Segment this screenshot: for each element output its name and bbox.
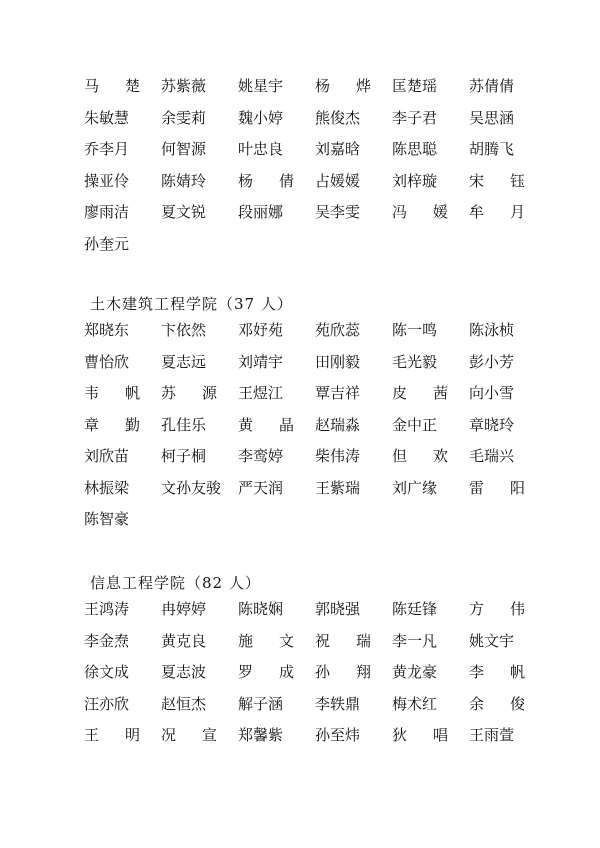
name-entry: 熊俊杰 [315,108,361,127]
name-grid [84,320,544,541]
name-entry: 方 伟 [469,600,525,618]
name-entry: 夏志远 [161,352,207,371]
name-entry: 陈泳桢 [469,321,515,339]
name-entry: 孙奎元 [84,234,130,253]
name-entry: 牟 月 [469,203,525,221]
name-entry: 皮 茜 [392,384,448,402]
information-engineering-section [84,571,544,757]
name-entry: 何智源 [161,140,207,158]
name-entry: 文孙友骏 [161,478,222,497]
name-grid [84,599,544,757]
name-entry: 占媛媛 [315,171,361,190]
name-entry: 余 俊 [469,694,525,713]
name-entry: 赵恒杰 [161,694,207,713]
name-entry: 苏倩倩 [469,77,515,95]
name-entry: 曹怡欣 [84,352,130,371]
name-entry: 吴思涵 [469,108,515,127]
name-entry: 王雨萱 [469,726,515,744]
name-entry: 祝 瑞 [315,631,371,650]
name-entry: 夏文锐 [161,203,207,221]
name-entry: 毛瑞兴 [469,447,515,465]
name-entry: 李 帆 [469,663,525,681]
name-entry: 陈廷锋 [392,600,438,618]
name-entry: 陈婧玲 [161,171,207,190]
name-entry: 刘广缘 [392,478,438,497]
name-entry: 但 欢 [392,447,448,465]
name-entry: 章晓玲 [469,415,515,434]
name-entry: 刘梓璇 [392,171,438,190]
name-entry: 段丽娜 [238,203,284,221]
name-entry: 李子君 [392,108,438,127]
name-entry: 乔李月 [84,140,130,158]
name-entry: 冯 媛 [392,203,448,221]
name-entry: 姚星宇 [238,77,284,95]
name-entry: 徐文成 [84,663,130,681]
name-entry: 赵瑞淼 [315,415,361,434]
name-entry: 操亚伶 [84,171,130,190]
name-entry: 李一凡 [392,631,438,650]
section-title: 信息工程学院（82 人） [90,574,261,592]
name-entry: 孙 翔 [315,663,371,681]
name-entry: 李金焘 [84,631,130,650]
name-entry: 施 文 [238,631,294,650]
name-entry: 李轶鼎 [315,694,361,713]
name-entry: 王 明 [84,726,140,744]
name-entry: 杨 倩 [238,171,294,190]
name-entry: 郭晓强 [315,600,361,618]
name-entry: 魏小婷 [238,108,284,127]
name-entry: 孔佳乐 [161,415,207,434]
section-title: 土木建筑工程学院（37 人） [90,295,293,313]
name-entry: 朱敏慧 [84,108,130,127]
name-entry: 刘靖宇 [238,352,284,371]
name-entry: 况 宣 [161,726,217,744]
name-entry: 王鸿涛 [84,600,130,618]
name-list-section-continued [84,76,544,265]
name-entry: 廖雨洁 [84,203,130,221]
name-entry: 夏志波 [161,663,207,681]
name-entry: 李鸾婷 [238,447,284,465]
name-entry: 孙至炜 [315,726,361,744]
name-entry: 黄克良 [161,631,207,650]
name-entry: 杨 烨 [315,77,371,95]
name-entry: 冉婷婷 [161,600,207,618]
name-entry: 刘嘉晗 [315,140,361,158]
name-entry: 狄 唱 [392,726,448,744]
name-entry: 田刚毅 [315,352,361,371]
name-entry: 韦 帆 [84,384,140,402]
name-entry: 匡楚瑶 [392,77,438,95]
name-entry: 汪亦欣 [84,694,130,713]
name-entry: 黄 晶 [238,415,294,434]
name-entry: 王煜江 [238,384,284,402]
name-entry: 郑晓东 [84,321,130,339]
name-entry: 严天润 [238,478,284,497]
name-entry: 雷 阳 [469,478,525,497]
name-entry: 柴伟涛 [315,447,361,465]
name-entry: 黄龙豪 [392,663,438,681]
civil-engineering-section [84,292,544,541]
name-entry: 郑馨紫 [238,726,284,744]
name-entry: 叶忠良 [238,140,284,158]
name-entry: 陈智豪 [84,510,130,528]
name-entry: 苏 源 [161,384,217,402]
name-entry: 梅术红 [392,694,438,713]
name-entry: 苏紫薇 [161,77,207,95]
name-entry: 吴李雯 [315,203,361,221]
name-entry: 章 勤 [84,415,140,434]
name-entry: 罗 成 [238,663,294,681]
name-entry: 姚文宇 [469,631,515,650]
name-entry: 胡腾飞 [469,140,515,158]
name-entry: 覃吉祥 [315,384,361,402]
name-entry: 向小雪 [469,384,515,402]
name-entry: 柯子桐 [161,447,207,465]
name-entry: 陈晓娴 [238,600,284,618]
name-entry: 解子涵 [238,694,284,713]
name-entry: 王紫瑞 [315,478,361,497]
name-entry: 宋 钰 [469,171,525,190]
name-entry: 马 楚 [84,77,140,95]
name-entry: 余雯莉 [161,108,207,127]
name-entry: 邓妤苑 [238,321,284,339]
name-entry: 毛光毅 [392,352,438,371]
name-entry: 刘欣苗 [84,447,130,465]
name-entry: 卞依然 [161,321,207,339]
name-entry: 陈一鸣 [392,321,438,339]
name-entry: 林振梁 [84,478,130,497]
name-entry: 金中正 [392,415,438,434]
name-entry: 陈思聪 [392,140,438,158]
name-entry: 苑欣蕊 [315,321,361,339]
name-entry: 彭小芳 [469,352,515,371]
name-grid [84,76,544,265]
